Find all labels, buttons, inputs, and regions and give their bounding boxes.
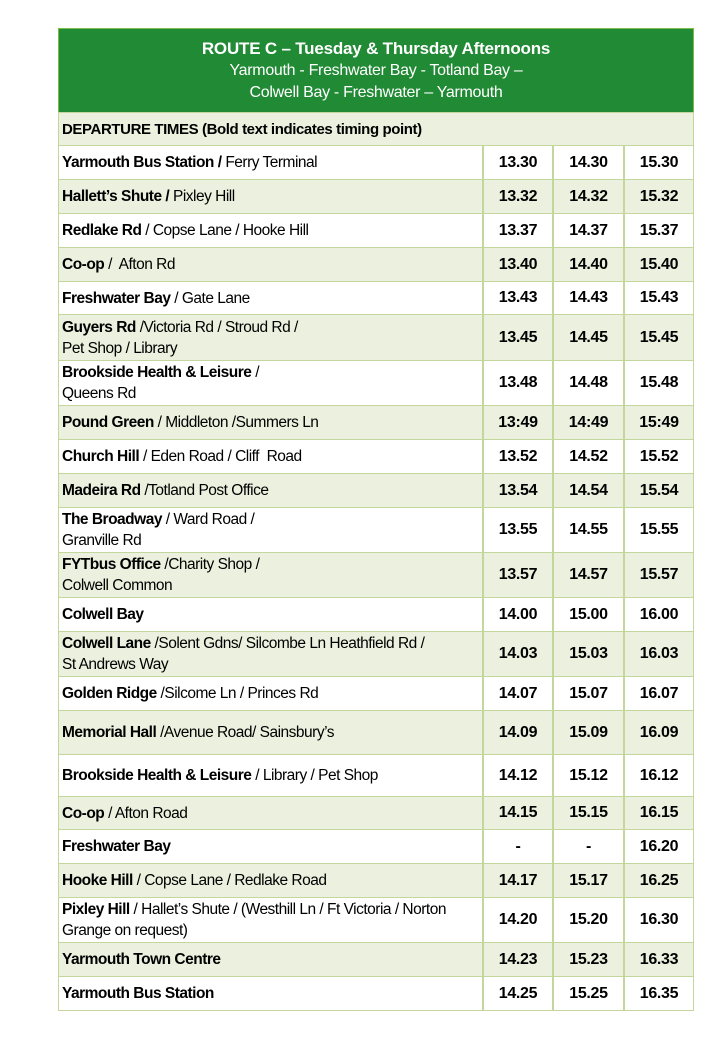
stop-detail: / Afton Road [104,804,188,822]
departure-time: 14.09 [482,711,552,754]
stop-name [59,755,482,796]
table-row [58,830,694,864]
table-row [58,214,694,248]
timing-point: Colwell Bay [62,606,144,623]
stop-name [59,406,482,439]
timetable-header [58,28,694,112]
departure-time: 13.52 [482,440,552,473]
route-subtitle-line2: Colwell Bay - Freshwater – Yarmouth [249,84,503,101]
departure-time: 15.40 [623,248,693,281]
departure-time: 14.25 [482,977,552,1010]
departure-time: 14.43 [552,282,623,314]
departure-time: 14.40 [552,248,623,281]
stop-detail: / [251,364,260,381]
timing-point: The Broadway [62,511,162,528]
departure-time: 14.45 [552,315,623,360]
table-row [58,474,694,508]
stop-detail-line2: Granville Rd [62,532,142,549]
departure-time: 13.37 [482,214,552,247]
stop-detail: /Totland Post Office [140,482,269,499]
departure-time: 14.30 [552,146,623,179]
departure-time: 15.25 [552,977,623,1010]
stop-name [59,146,482,179]
route-subtitle-line1: Yarmouth - Freshwater Bay - Totland Bay – [229,62,523,79]
table-row [58,598,694,632]
stop-detail: / Gate Lane [170,289,250,307]
stop-name [59,830,482,863]
timetable [58,28,694,1011]
stop-name [59,553,482,597]
departure-time: 14.48 [552,361,623,405]
departure-time: 16.09 [623,711,693,754]
stop-name [59,797,482,829]
departure-time: 13:49 [482,406,552,439]
stop-detail: /Charity Shop / [160,556,260,573]
table-row [58,180,694,214]
departure-time: 14.00 [482,598,552,631]
departure-time: 15.32 [623,180,693,213]
departure-time: 14:49 [552,406,623,439]
departure-time: - [482,830,552,863]
stop-name [59,898,482,942]
table-row [58,898,694,943]
stop-detail-line2: St Andrews Way [62,656,169,673]
departure-time: 16.07 [623,677,693,710]
table-row [58,146,694,180]
departure-time: 15.17 [552,864,623,897]
timing-point: Co-op [62,804,105,822]
table-row [58,361,694,406]
departure-time: 13.55 [482,508,552,552]
departure-time: 13.32 [482,180,552,213]
table-row [58,755,694,797]
departure-time: 14.23 [482,943,552,976]
departure-times-label: DEPARTURE TIMES (Bold text indicates timing point) [58,112,694,146]
table-row [58,632,694,677]
table-row [58,711,694,755]
departure-time: 16.00 [623,598,693,631]
departure-time: 15.12 [552,755,623,796]
departure-time: 14.32 [552,180,623,213]
table-row [58,797,694,830]
departure-time: 14.15 [482,797,552,829]
stop-detail: / Eden Road / Cliff Road [139,448,302,465]
stop-detail-line2: Queens Rd [62,385,136,402]
stop-detail: /Solent Gdns/ Silcombe Ln Heathfield Rd / [150,635,425,652]
departure-time: 13.45 [482,315,552,360]
stop-name [59,711,482,754]
departure-time: 15.54 [623,474,693,507]
table-row [58,406,694,440]
stop-name [59,977,482,1010]
departure-time: 14.03 [482,632,552,676]
stop-detail-line2: Grange on request) [62,922,188,939]
departure-time: 14.37 [552,214,623,247]
stop-detail: / Middleton /Summers Ln [153,414,319,431]
stop-name [59,677,482,710]
stop-name [59,598,482,631]
stop-detail-line2: Colwell Common [62,577,173,594]
stop-detail-line2: Pet Shop / Library [62,339,178,357]
stop-name [59,315,482,360]
departure-time: 15.30 [623,146,693,179]
departure-time: 16.35 [623,977,693,1010]
stop-detail: / Copse Lane / Hooke Hill [141,222,309,239]
departure-time: 15.37 [623,214,693,247]
table-row [58,440,694,474]
timing-point: Church Hill [62,448,140,465]
table-row [58,943,694,977]
departure-time: 16.25 [623,864,693,897]
stop-detail: / Hallet’s Shute / (Westhill Ln / Ft Victoria / Norton [129,901,446,918]
departure-time: 15.09 [552,711,623,754]
table-row [58,315,694,361]
departure-time: 13.57 [482,553,552,597]
departure-time: 13.54 [482,474,552,507]
table-row [58,282,694,315]
departure-time: 14.57 [552,553,623,597]
table-row [58,508,694,553]
stop-detail: / Copse Lane / Redlake Road [132,872,327,889]
timing-point: Golden Ridge [62,685,157,702]
table-row [58,864,694,898]
departure-time: 13.40 [482,248,552,281]
departure-time: 15.20 [552,898,623,942]
departure-time: 16.12 [623,755,693,796]
departure-time: 15.52 [623,440,693,473]
timing-point: Redlake Rd [62,222,142,239]
stop-name [59,282,482,314]
departure-time: 14.07 [482,677,552,710]
table-row [58,248,694,282]
departure-time: 13.30 [482,146,552,179]
departure-time: 14.55 [552,508,623,552]
table-row [58,553,694,598]
departure-time: 13.43 [482,282,552,314]
stop-detail: / Library / Pet Shop [251,767,378,784]
route-title: ROUTE C – Tuesday & Thursday Afternoons [201,39,551,58]
departure-time: 15.57 [623,553,693,597]
departure-time: 14.17 [482,864,552,897]
stop-detail: / Ward Road / [161,511,255,528]
timing-point: Co-op [62,256,105,273]
departure-time: 15.45 [623,315,693,360]
stop-name [59,632,482,676]
timing-point: Madeira Rd [62,482,141,499]
departure-time: 13.48 [482,361,552,405]
timing-point: Hooke Hill [62,872,133,889]
departure-time: 16.03 [623,632,693,676]
table-row [58,977,694,1011]
timing-point: Freshwater Bay [62,838,171,855]
stop-name [59,248,482,281]
timing-point: Yarmouth Town Centre [62,951,221,968]
stop-name [59,361,482,405]
timing-point: Memorial Hall [62,724,157,741]
stop-detail: Pixley Hill [169,188,235,205]
stop-detail: /Silcome Ln / Princes Rd [156,685,319,702]
timing-point: Yarmouth Bus Station / [62,154,222,171]
timing-point: Brookside Health & Leisure [62,767,252,784]
departure-time: 15.07 [552,677,623,710]
timing-point: Yarmouth Bus Station [62,985,214,1002]
stop-name [59,864,482,897]
stop-name [59,474,482,507]
timetable-rows [58,146,694,1011]
departure-time: 14.52 [552,440,623,473]
departure-time: 15.23 [552,943,623,976]
departure-time: 14.20 [482,898,552,942]
departure-time: 15.15 [552,797,623,829]
departure-time: 16.15 [623,797,693,829]
departure-time: 16.33 [623,943,693,976]
departure-time: 15.48 [623,361,693,405]
stop-name [59,943,482,976]
departure-time: 15.55 [623,508,693,552]
timing-point: Colwell Lane [62,635,151,652]
departure-time: 15:49 [623,406,693,439]
departure-time: 16.30 [623,898,693,942]
timing-point: Pound Green [62,414,154,431]
table-row [58,677,694,711]
departure-time: 15.43 [623,282,693,314]
stop-name [59,440,482,473]
timing-point: Guyers Rd [62,318,136,336]
departure-time: 14.12 [482,755,552,796]
departure-time: - [552,830,623,863]
timing-point: Brookside Health & Leisure [62,364,252,381]
departure-time: 15.00 [552,598,623,631]
timing-point: Hallett’s Shute / [62,188,170,205]
departure-time: 15.03 [552,632,623,676]
stop-name [59,180,482,213]
timing-point: Freshwater Bay [62,289,171,307]
stop-detail: /Avenue Road/ Sainsbury’s [156,724,334,741]
stop-detail: / Afton Rd [104,256,175,273]
stop-name [59,214,482,247]
stop-detail: Ferry Terminal [221,154,318,171]
timing-point: FYTbus Office [62,556,161,573]
stop-detail: /Victoria Rd / Stroud Rd / [135,318,298,336]
timing-point: Pixley Hill [62,901,130,918]
departure-time: 16.20 [623,830,693,863]
stop-name [59,508,482,552]
departure-time: 14.54 [552,474,623,507]
